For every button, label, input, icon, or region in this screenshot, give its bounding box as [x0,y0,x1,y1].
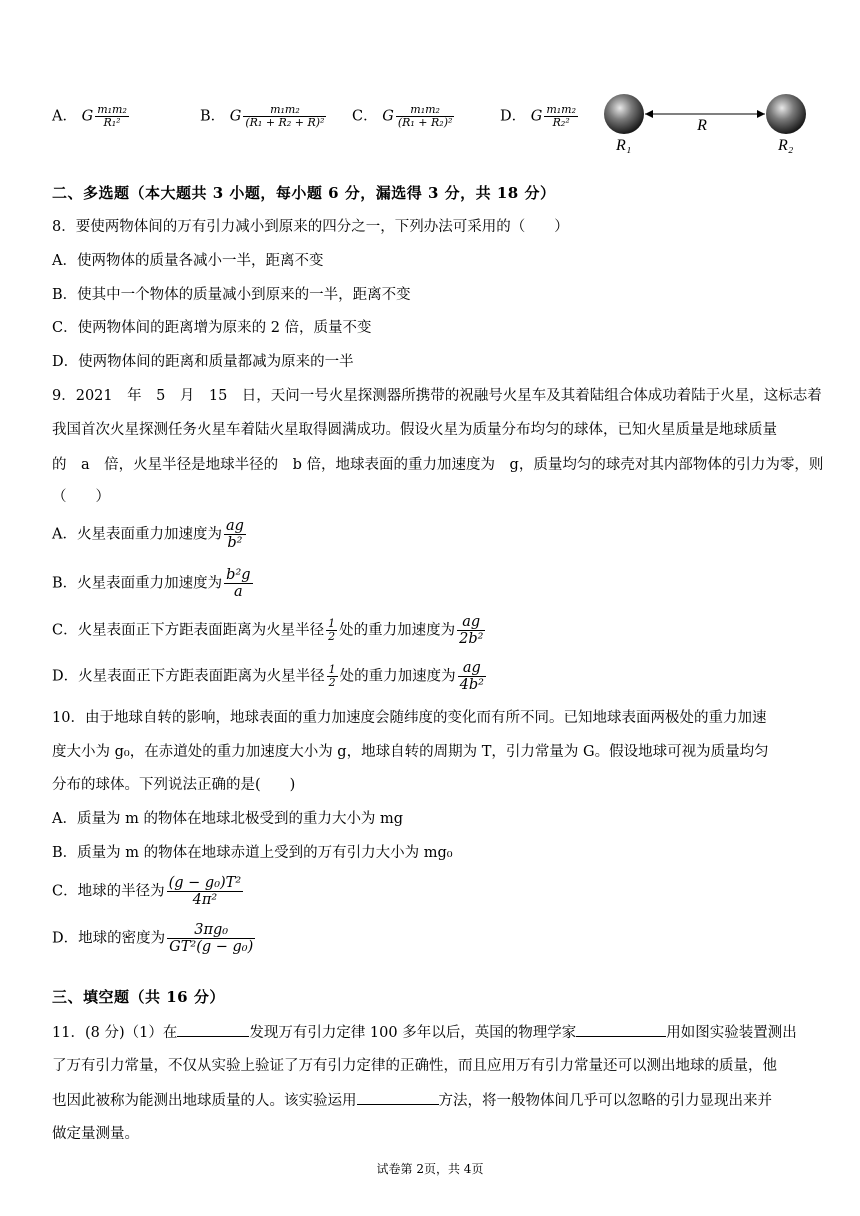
section-3-title: 三、填空题（共 16 分） [52,988,225,1006]
q8-option-c: C．使两物体间的距离增为原来的 2 倍，质量不变 [52,320,372,336]
q10-line-1: 10．由于地球自转的影响，地球表面的重力加速度会随纬度的变化而有所不同。已知地球表面两极处的重力加速 [52,710,767,726]
left-radius-label: R₁ [616,137,632,154]
option-label: B．火星表面重力加速度为 [52,575,223,592]
numerator: 1 [328,663,336,676]
fraction [95,104,129,129]
numerator: 1 [328,617,336,630]
q9-option-b [52,567,255,600]
numerator: m₁m₂ [243,104,326,117]
q11-line-3 [52,1090,772,1111]
fraction [544,104,578,129]
q11-line-2: 了万有引力常量，不仅从实验上验证了万有引力定律的正确性，而且应用万有引力常量还可以测出地球的质量，他 [52,1058,777,1074]
q10-option-a: A．质量为 m 的物体在地球北极受到的重力大小为 mg [52,811,404,827]
q11-line-1 [52,1022,797,1043]
fraction [457,614,485,647]
fraction [167,875,244,908]
numerator: m₁m₂ [546,103,577,116]
option-label: B． [200,108,226,125]
denominator: 2b² [459,631,484,647]
fraction [224,567,252,600]
formula-prefix: G [229,108,242,125]
option-text: 处的重力加速度为 [339,668,456,685]
numerator: b²g [226,567,251,583]
numerator: ag [458,660,486,677]
q9-line-2: 我国首次火星探测任务火星车着陆火星取得圆满成功。假设火星为质量分布均匀的球体，已知火星质量是地球质量 [52,422,777,438]
q7-option-c [352,104,456,129]
q8-option-b: B．使其中一个物体的质量减小到原来的一半，距离不变 [52,287,411,303]
denominator: (R₁ + R₂)² [397,116,453,129]
page-footer: 试卷第 2页，共 4页 [376,1162,484,1176]
q8-option-d: D．使两物体间的距离和质量都减为原来的一半 [52,354,354,370]
q8-stem: 8．要使两物体间的万有引力减小到原来的四分之一，下列办法可采用的（ ） [52,219,569,235]
q11-text: 11．(8 分)（1）在 [52,1025,178,1041]
q11-text: 也因此被称为能测出地球质量的人。该实验运用 [52,1093,357,1109]
right-sphere [766,94,806,134]
q9-line-4: （ ） [52,489,110,505]
option-label: C． [352,108,378,125]
denominator: a [234,584,243,600]
option-text: 处的重力加速度为 [339,622,456,639]
denominator: R₁² [103,116,121,129]
option-label: D． [500,108,527,125]
numerator: m₁m₂ [396,104,455,117]
formula-prefix: G [382,108,394,125]
q10-option-d [52,922,257,955]
q8-option-a: A．使两物体的质量各减小一半，距离不变 [52,253,324,269]
option-label: C．地球的半径为 [52,883,165,900]
fraction [224,518,246,551]
denominator: GT²(g − g₀) [169,939,254,955]
fraction [396,104,455,129]
option-label: D．地球的密度为 [52,930,166,947]
denominator: R₂² [552,116,570,129]
half-fraction [327,664,338,689]
q7-option-d [500,104,580,129]
arrow-head-left [645,110,653,118]
option-label: D．火星表面正下方距表面距离为火星半径 [52,668,325,685]
q10-line-3: 分布的球体。下列说法正确的是( ) [52,777,296,793]
denominator: 4π² [192,892,218,908]
q9-line-1: 9．2021 年 5 月 15 日，天问一号火星探测器所携带的祝融号火星车及其着陆组合体成功着陆于火星，这标志着 [52,388,822,404]
denominator: (R₁ + R₂ + R)² [245,116,325,129]
q10-option-c [52,875,245,908]
q11-line-4: 做定量测量。 [52,1126,139,1142]
q9-option-d [52,660,488,693]
right-radius-label: R₂ [778,137,794,154]
denominator: 4b² [459,677,484,693]
option-label: A． [52,108,77,125]
numerator: (g − g₀)T² [168,875,242,891]
numerator: 3πg₀ [167,922,255,939]
denominator: b² [227,535,243,551]
formula-prefix: G [530,108,543,125]
two-spheres-figure [598,88,818,158]
arrow-head-right [757,110,765,118]
left-sphere [604,94,644,134]
answer-blank-3[interactable] [357,1090,439,1105]
half-fraction [326,618,337,643]
q11-text: 方法，将一般物体间几乎可以忽略的引力显现出来并 [438,1093,772,1109]
option-label: C．火星表面正下方距表面距离为火星半径 [52,622,325,639]
numerator: ag [225,518,244,534]
answer-blank-2[interactable] [576,1022,666,1037]
formula-prefix: G [81,108,94,125]
numerator: m₁m₂ [97,103,127,116]
fraction [243,104,326,129]
q9-option-a [52,518,248,551]
q11-text: 用如图实验装置测出 [666,1025,797,1041]
q10-line-2: 度大小为 g₀，在赤道处的重力加速度大小为 g，地球自转的周期为 T，引力常量为 G。假设地球可视为质量均匀 [52,744,769,760]
denominator: 2 [328,630,336,643]
q7-option-b [200,104,328,129]
q9-line-3: 的 a 倍，火星半径是地球半径的 b 倍，地球表面的重力加速度为 g，质量均匀的球壳对其内部物体的引力为零，则 [52,457,824,473]
numerator: ag [457,614,485,631]
fraction [167,922,255,955]
distance-label: R [697,117,707,134]
option-label: A．火星表面重力加速度为 [52,526,222,543]
q11-text: 发现万有引力定律 100 多年以后，英国的物理学家 [249,1025,577,1041]
q9-option-c [52,614,487,647]
fraction [458,660,486,693]
denominator: 2 [328,676,336,689]
q10-option-b: B．质量为 m 的物体在地球赤道上受到的万有引力大小为 mg₀ [52,845,453,861]
q7-option-a [52,104,131,129]
answer-blank-1[interactable] [177,1022,249,1037]
section-2-title: 二、多选题（本大题共 3 小题，每小题 6 分，漏选得 3 分，共 18 分） [52,184,556,202]
